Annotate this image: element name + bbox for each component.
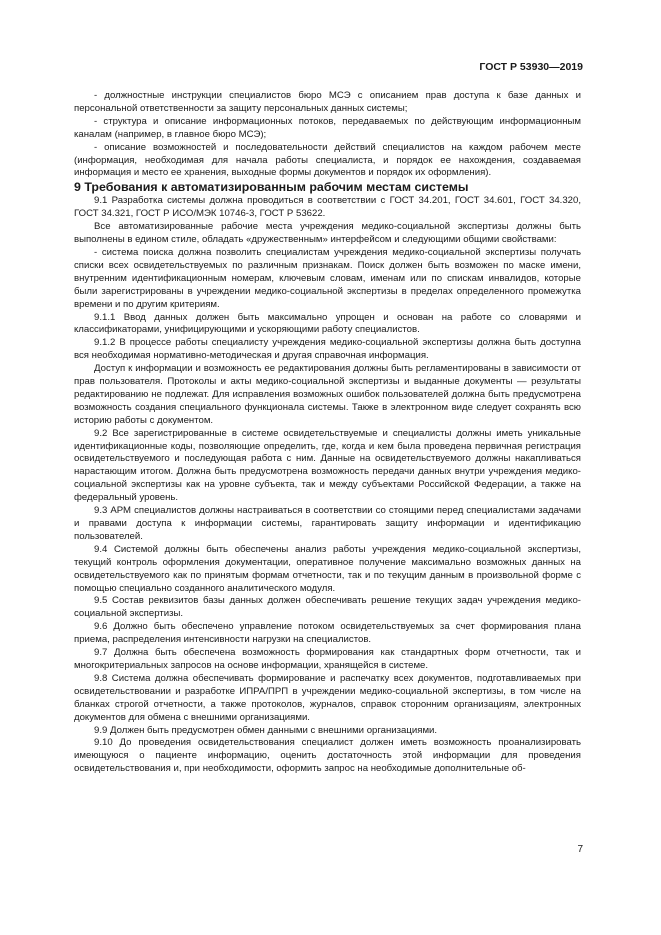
list-item: - структура и описание информационных потоков, передаваемых по действующим информационным каналам (например, в главное бюро МСЭ);	[74, 115, 581, 140]
section-title: 9 Требования к автоматизированным рабочим местам системы	[74, 180, 469, 195]
paragraph-9-7: 9.7 Должна быть обеспечена возможность формирования как стандартных форм отчетности, так и многокритериальных запросов на основе информации, хранящейся в системе.	[74, 647, 581, 671]
paragraph-9-4: 9.4 Системой должны быть обеспечены анализ работы учреждения медико-социальной экспертизы, текущий контроль оформления документации, оперативное получение максимально возможных данных на освидетельствуемого как по принятым формам отчетности, так и по текущим данным в произвольной форме с помощью специально созданного аналитического модуля.	[74, 543, 581, 594]
paragraph-9-5: 9.5 Состав реквизитов базы данных должен обеспечивать решение текущих задач учреждения медико-социальной экспертизы.	[74, 595, 581, 620]
paragraph-9-1-1: 9.1.1 Ввод данных должен быть максимально упрощен и основан на работе со словарями и классификаторами, унифицирующими и ускоряющими работу специалистов.	[74, 311, 581, 336]
document-code-header: ГОСТ Р 53930—2019	[479, 61, 583, 73]
paragraph-9-6: 9.6 Должно быть обеспечено управление потоком освидетельствуемых за счет формирования плана приема, распределения интенсивности нагрузки на специалистов.	[74, 621, 581, 646]
document-body	[74, 90, 581, 776]
list-item: - должностные инструкции специалистов бюро МСЭ с описанием прав доступа к базе данных и персональной ответственности за защиту персональных данных системы;	[74, 90, 581, 114]
paragraph-9-2: 9.2 Все зарегистрированные в системе освидетельствуемые и специалисты должны иметь уникальные идентификационные коды, позволяющие определить, где, когда и кем была проведена первичная регистрация освидетельствуемого и последующая работа с ним. Данные на освидетельствуемого должны накапливаться нарастающим итогом. Должна быть предусмотрена возможность передачи данных внутри учреждения медико-социальной экспертизы как на уровне субъекта, так и между субъектами Российской Федерации, а также на федеральный уровень.	[74, 427, 581, 504]
paragraph-9-10: 9.10 До проведения освидетельствования специалист должен иметь возможность проанализировать имеющуюся о пациенте информацию, оценить достаточность этой информации для проведения освидетельствования и, при необходимости, оформить запрос на необходимые дополнительные об-	[74, 737, 581, 775]
paragraph-9-1: 9.1 Разработка системы должна проводиться в соответствии с ГОСТ 34.201, ГОСТ 34.601, ГОСТ 34.320, ГОСТ 34.321, ГОСТ Р ИСО/МЭК 10746-3, ГОСТ Р 53622.	[74, 195, 581, 220]
page-number: 7	[577, 844, 583, 855]
paragraph-9-1-2: 9.1.2 В процессе работы специалисту учреждения медико-социальной экспертизы должна быть доступна вся необходимая нормативно-методическая и другая справочная информация.	[74, 337, 581, 362]
paragraph-9-8: 9.8 Система должна обеспечивать формирование и распечатку всех документов, подготавливаемых при освидетельствовании и разработке ИПРА/ПРП в учреждении медико-социальной экспертизы, в том числе на бланках строгой отчетности, а также протоколов, журналов, справок сторонним организациям, электронных документов для обмена с внешними организациями.	[74, 672, 581, 723]
paragraph-9-3: 9.3 АРМ специалистов должны настраиваться в соответствии со стоящими перед специалистами задачами и правами доступа к информации системы, гарантировать защиту информации и идентификацию пользователей.	[74, 505, 581, 542]
paragraph: Все автоматизированные рабочие места учреждения медико-социальной экспертизы должны быть выполнены в едином стиле, обладать «дружественным» интерфейсом и следующими общими свойствами:	[74, 221, 581, 246]
paragraph-9-9: 9.9 Должен быть предусмотрен обмен данными с внешними организациями.	[94, 724, 438, 736]
paragraph: Доступ к информации и возможность ее редактирования должны быть регламентированы в зависимости от прав пользователя. Протоколы и акты медико-социальной экспертизы и выданные документы — результаты редактированию не подлежат. Для исправления возможных ошибок пользователей должна быть предусмотрена возможность создания специального функционала системы. Также в электронном виде следует сохранять всю историю работы с документом.	[74, 363, 581, 426]
list-item: - система поиска должна позволить специалистам учреждения медико-социальной экспертизы получать списки всех освидетельствуемых по различным признакам. Поиск должен быть возможен по маске имени, внутренним идентификационным номерам, ключевым словам, именам или по спискам инвалидов, которые были зарегистрированы в учреждении медико-социальной экспертизы в пределах определенного промежутка времени и по другим критериям.	[74, 246, 581, 310]
list-item: - описание возможностей и последовательности действий специалистов на каждом рабочем месте (информация, необходимая для начала работы специалиста, и порядок ее нахождения, создаваемая информация и место ее хранения, выходные формы документов и порядок их оформления).	[74, 141, 581, 179]
